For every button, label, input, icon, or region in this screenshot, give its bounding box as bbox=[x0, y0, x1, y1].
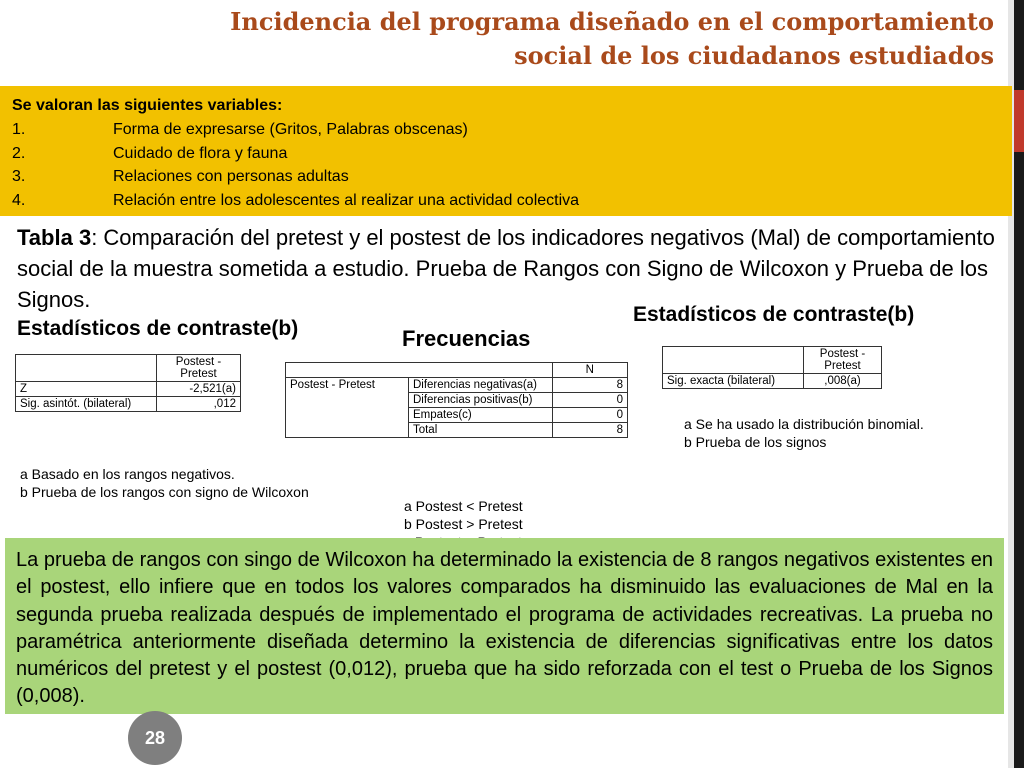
row-value: 8 bbox=[552, 423, 627, 438]
row-value: 0 bbox=[552, 408, 627, 423]
row-label: Empates(c) bbox=[408, 408, 552, 423]
group-label: Postest - Pretest bbox=[286, 378, 409, 438]
table-corner-cell bbox=[663, 347, 804, 374]
row-label: Diferencias negativas(a) bbox=[408, 378, 552, 393]
footnote: b Prueba de los rangos con signo de Wilcoxon bbox=[20, 484, 309, 500]
row-value: -2,521(a) bbox=[157, 382, 241, 397]
footnote: a Se ha usado la distribución binomial. bbox=[684, 416, 924, 432]
signs-heading: Estadísticos de contraste(b) bbox=[633, 303, 915, 326]
variable-text: Forma de expresarse (Gritos, Palabras obscenas) bbox=[113, 121, 468, 138]
wilcoxon-table bbox=[15, 354, 241, 412]
edge-accent bbox=[1014, 90, 1024, 152]
signs-notes bbox=[684, 415, 924, 451]
column-header: N bbox=[552, 363, 627, 378]
slide-title-line-2: social de los ciudadanos estudiados bbox=[514, 41, 994, 70]
frequencies-table bbox=[285, 362, 628, 438]
variable-item bbox=[12, 142, 1002, 166]
table-row bbox=[286, 378, 628, 393]
signs-table bbox=[662, 346, 882, 389]
row-label: Sig. exacta (bilateral) bbox=[663, 374, 804, 389]
table-row bbox=[16, 382, 241, 397]
row-label: Total bbox=[408, 423, 552, 438]
variable-number: 4. bbox=[12, 191, 26, 209]
variables-heading: Se valoran las siguientes variables: bbox=[12, 97, 283, 114]
table-corner-cell bbox=[16, 355, 157, 382]
variables-box bbox=[0, 86, 1012, 216]
table-row bbox=[663, 374, 882, 389]
frequencies-heading: Frecuencias bbox=[402, 326, 531, 351]
footnote: b Postest > Pretest bbox=[404, 516, 523, 532]
variable-text: Relaciones con personas adultas bbox=[113, 168, 349, 185]
slide-title-line-1: Incidencia del programa diseñado en el comportamiento bbox=[230, 7, 994, 36]
table-row bbox=[16, 397, 241, 412]
column-header: Postest - Pretest bbox=[157, 355, 241, 382]
row-label: Diferencias positivas(b) bbox=[408, 393, 552, 408]
variable-item bbox=[12, 165, 1002, 189]
table-caption-text: : Comparación del pretest y el postest de los indicadores negativos (Mal) de comportamiento social de la muestra sometida a estudio. Prueba de Rangos con Signo de Wilcoxon y Prueba de los Signos. bbox=[17, 225, 995, 312]
row-value: ,012 bbox=[157, 397, 241, 412]
table-corner-cell bbox=[286, 363, 553, 378]
page-number: 28 bbox=[128, 711, 182, 765]
row-value: 0 bbox=[552, 393, 627, 408]
variable-number: 2. bbox=[12, 144, 26, 162]
variable-number: 1. bbox=[12, 121, 26, 138]
variable-item bbox=[12, 189, 1002, 213]
table-caption bbox=[17, 222, 997, 315]
row-label: Sig. asintót. (bilateral) bbox=[16, 397, 157, 412]
frequencies-notes bbox=[404, 497, 523, 537]
wilcoxon-heading: Estadísticos de contraste(b) bbox=[17, 317, 299, 340]
row-value: ,008(a) bbox=[804, 374, 882, 389]
slide-title bbox=[160, 5, 994, 73]
conclusion-box: La prueba de rangos con singo de Wilcoxon ha determinado la existencia de 8 rangos negativos existentes en el postest, ello infiere que en todos los valores comparados ha disminuido las evaluaciones de Mal en la segunda prueba realizada después de implementado el programa de actividades recreativas. La prueba no paramétrica anteriormente diseñada determino la existencia de diferencias significativas entre los datos numéricos del pretest y el postest (0,012), prueba que ha sido reforzada con el test o Prueba de los Signos (0,008). bbox=[5, 538, 1004, 714]
variable-text: Cuidado de flora y fauna bbox=[113, 144, 288, 162]
table-caption-label: Tabla 3 bbox=[17, 225, 92, 250]
row-label: Z bbox=[16, 382, 157, 397]
footnote: b Prueba de los signos bbox=[684, 434, 827, 450]
variable-item bbox=[12, 118, 1002, 142]
wilcoxon-notes bbox=[20, 465, 309, 501]
footnote: a Basado en los rangos negativos. bbox=[20, 466, 235, 482]
column-header: Postest - Pretest bbox=[804, 347, 882, 374]
footnote: a Postest < Pretest bbox=[404, 498, 523, 514]
variable-text: Relación entre los adolescentes al realizar una actividad colectiva bbox=[113, 191, 580, 209]
variable-number: 3. bbox=[12, 168, 26, 185]
row-value: 8 bbox=[552, 378, 627, 393]
